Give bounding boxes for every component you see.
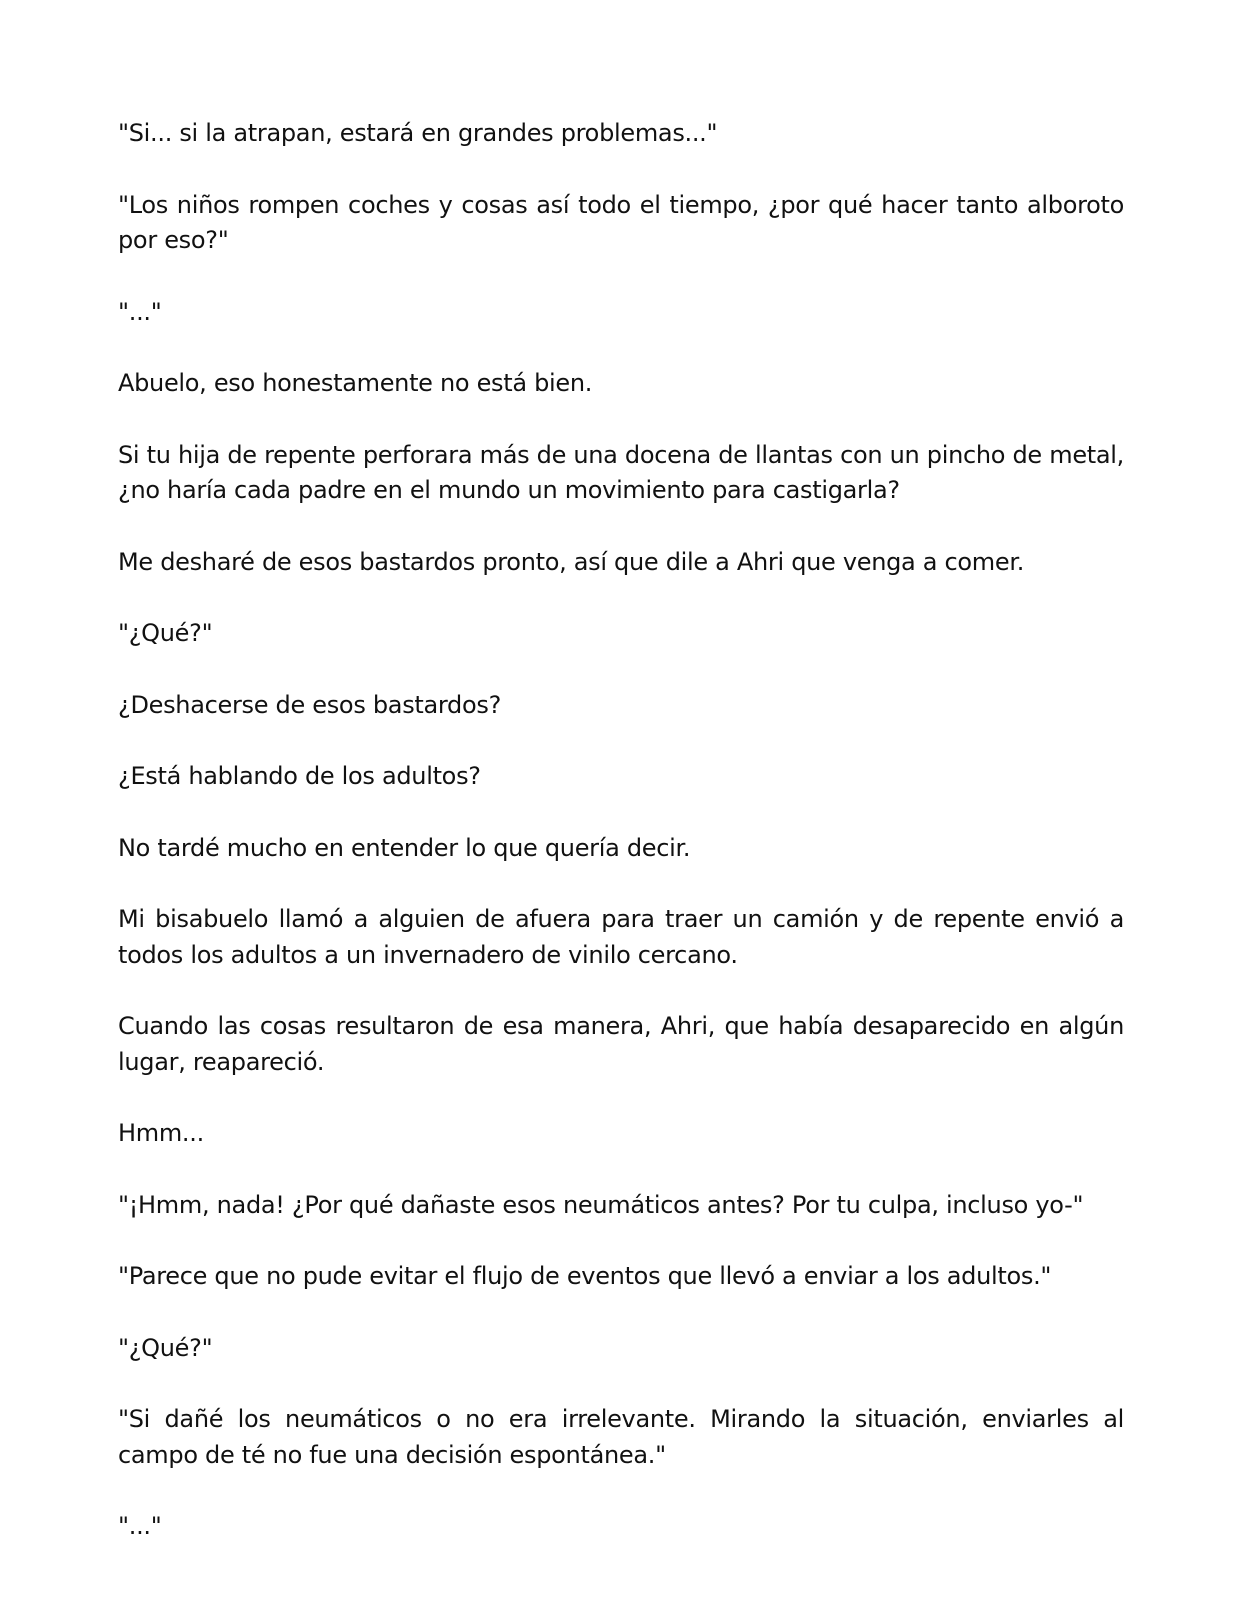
paragraph: Me desharé de esos bastardos pronto, así que dile a Ahri que venga a comer.: [118, 547, 1025, 576]
document-body: [118, 116, 1124, 1545]
paragraph: Abuelo, eso honestamente no está bien.: [118, 369, 593, 397]
paragraph: "¿Qué?": [118, 1333, 213, 1362]
paragraph: "Los niños rompen coches y cosas así todo el tiempo, ¿por qué hacer tanto alboroto por eso?": [118, 190, 1124, 254]
paragraph: "Si dañé los neumáticos o no era irrelevante. Mirando la situación, enviarles al campo de té no fue una decisión espontánea.": [118, 1405, 1124, 1469]
paragraph: "...": [118, 1512, 162, 1540]
paragraph: Si tu hija de repente perforara más de una docena de llantas con un pincho de metal, ¿no haría cada padre en el mundo un movimiento para castigarla?: [118, 440, 1124, 504]
paragraph: "...": [118, 297, 162, 326]
paragraph: Cuando las cosas resultaron de esa manera, Ahri, que había desaparecido en algún lugar, reapareció.: [118, 1012, 1124, 1076]
paragraph: Mi bisabuelo llamó a alguien de afuera para traer un camión y de repente envió a todos los adultos a un invernadero de vinilo cercano.: [118, 905, 1124, 969]
paragraph: ¿Deshacerse de esos bastardos?: [118, 690, 502, 719]
paragraph: "¿Qué?": [118, 619, 213, 647]
paragraph: Hmm...: [118, 1119, 204, 1147]
paragraph: "¡Hmm, nada! ¿Por qué dañaste esos neumáticos antes? Por tu culpa, incluso yo-": [118, 1190, 1084, 1219]
paragraph: "Si... si la atrapan, estará en grandes problemas...": [118, 119, 718, 147]
paragraph: "Parece que no pude evitar el flujo de eventos que llevó a enviar a los adultos.": [118, 1262, 1052, 1290]
paragraph: No tardé mucho en entender lo que quería decir.: [118, 833, 691, 862]
paragraph: ¿Está hablando de los adultos?: [118, 762, 481, 790]
